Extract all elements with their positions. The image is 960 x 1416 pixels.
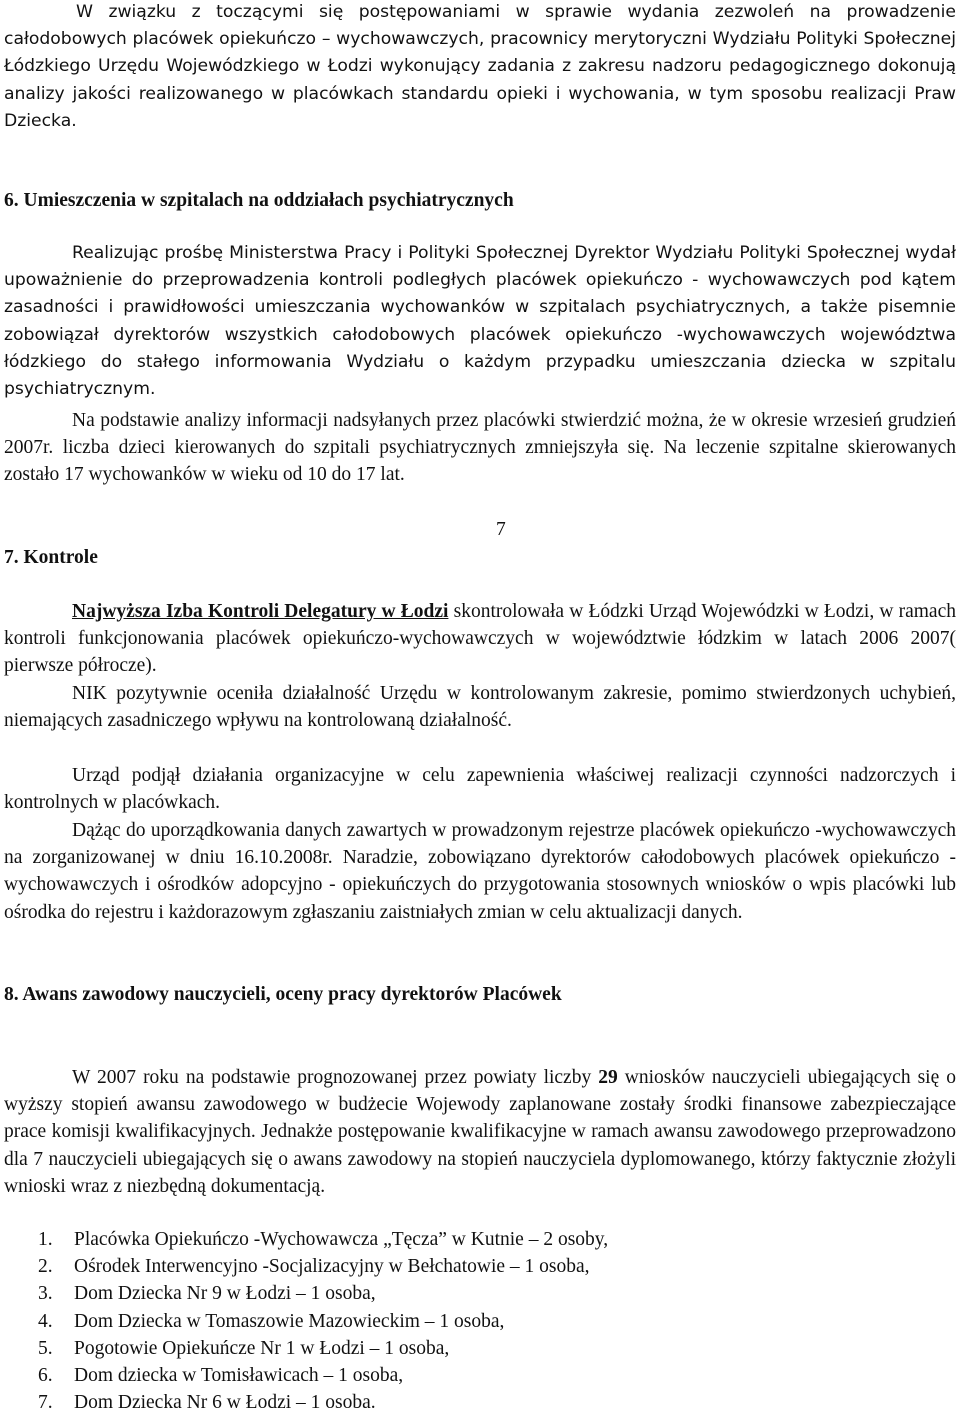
list-item — [4, 1308, 956, 1335]
list-item-text: Placówka Opiekuńczo -Wychowawcza „Tęcza” w Kutnie – 2 osoby, — [74, 1229, 609, 1250]
facility-list — [4, 1226, 956, 1416]
section-7-paragraph-4: Dążąc do uporządkowania danych zawartych w prowadzonym rejestrze placówek opiekuńczo -wychowawczych na zorganizowanej w dniu 16.10.2008r. Naradzie, zobowiązano dyrektorów całodobowych placówek opiekuńczo -wychowawczych i ośrodków adopcyjno - opiekuńczych do przygotowania stosownych wniosków o wpis placówki lub ośrodka do rejestru i każdorazowym zgłaszaniu zaistniałych zmian w celu aktualizacji danych. — [4, 820, 956, 923]
list-item — [4, 1389, 956, 1416]
list-item-text: Dom dziecka w Tomisławicach – 1 osoba, — [74, 1365, 404, 1387]
planned-applications-count: 29 — [598, 1067, 618, 1088]
list-item-text: Ośrodek Interwencyjno -Socjalizacyjny w Bełchatowie – 1 osoba, — [74, 1256, 590, 1278]
list-item-text: Pogotowie Opiekuńcze Nr 1 w Łodzi – 1 osoba, — [74, 1337, 450, 1359]
list-item-number: 7. — [38, 1392, 53, 1414]
section-7-paragraph-1-text: skontrolowała w Łódzki Urząd Wojewódzki w Łodzi, w ramach kontroli funkcjonowania placówek opiekuńczo-wychowawczych w województwie łódzkim w latach 2006 2007( pierwsze półrocze). — [4, 601, 956, 677]
list-item-number: 2. — [38, 1256, 53, 1278]
list-item — [4, 1253, 956, 1280]
section-7-heading: 7. Kontrole — [4, 547, 98, 568]
list-item-number: 1. — [38, 1229, 53, 1250]
list-item-number: 5. — [38, 1337, 53, 1359]
section-8-text-b: wniosków nauczycieli ubiegających się o wyższy stopień awansu zawodowego w budżecie Wojewody zaplanowane zostały środki finansowe zabezpieczające prace komisji kwalifikacyjnych. Jednakże postępowanie kwalifikacyjne w ramach awansu zawodowego przeprowadzono dla 7 nauczycieli ubiegających się o awans zawodowy na stopień nauczyciela dyplomowanego, którzy faktycznie złożyli wnioski wraz z niezbędną dokumentacją. — [4, 1067, 956, 1197]
list-item — [4, 1226, 956, 1253]
list-item — [4, 1362, 956, 1389]
section-6-paragraph-2: Na podstawie analizy informacji nadsyłanych przez placówki stwierdzić można, że w okresie wrzesień grudzień 2007r. liczba dzieci kierowanych do szpitali psychiatrycznych zmniejszyła się. Na leczenie szpitalne skierowanych zostało 17 wychowanków w wieku od 10 do 17 lat. — [4, 410, 956, 486]
page-number: 7 — [496, 519, 506, 540]
intro-text: W związku z toczącymi się postępowaniami w sprawie wydania zezwoleń na prowadzenie całodobowych placówek opiekuńczo – wychowawczych, pracownicy merytoryczni Wydziału Polityki Społecznej Łódzkiego Urzędu Wojewódzkiego w Łodzi wykonujący zadania z zakresu nadzoru pedagogicznego dokonują analizy jakości realizowanego w placówkach standardu opieki i wychowania, w tym sposobu realizacji Praw Dziecka. — [4, 2, 956, 131]
section-7-paragraph-1 — [4, 598, 956, 680]
list-item-text: Dom Dziecka Nr 6 w Łodzi – 1 osoba. — [74, 1392, 376, 1414]
section-8-heading: 8. Awans zawodowy nauczycieli, oceny pracy dyrektorów Placówek — [4, 984, 562, 1005]
list-item-text: Dom Dziecka Nr 9 w Łodzi – 1 osoba, — [74, 1283, 376, 1305]
list-item-number: 6. — [38, 1365, 53, 1387]
list-item-number: 4. — [38, 1310, 53, 1332]
nik-delegation-name: Najwyższa Izba Kontroli Delegatury w Łodzi — [72, 601, 449, 622]
section-7-paragraph-2: NIK pozytywnie oceniła działalność Urzędu w kontrolowanym zakresie, pomimo stwierdzonych uchybień, niemających zasadniczego wpływu na kontrolowaną działalność. — [4, 683, 956, 732]
list-item — [4, 1280, 956, 1307]
list-item-text: Dom Dziecka w Tomaszowie Mazowieckim – 1 osoba, — [74, 1310, 505, 1332]
section-6-paragraph-1: Realizując prośbę Ministerstwa Pracy i Polityki Społecznej Dyrektor Wydziału Polityki Społecznej wydał upoważnienie do przeprowadzenia kontroli podległych placówek opiekuńczo - wychowawczych pod kątem zasadności i prawidłowości umieszczania wychowanków w szpitalach psychiatrycznych, a także pisemnie zobowiązał dyrektorów wszystkich całodobowych placówek opiekuńczo -wychowawczych województwa łódzkiego do stałego informowania Wydziału o każdym przypadku umieszczania dziecka w szpitalu psychiatrycznym. — [4, 243, 956, 400]
section-6-heading: 6. Umieszczenia w szpitalach na oddziałach psychiatrycznych — [4, 190, 514, 211]
intro-paragraph — [4, 0, 956, 135]
section-8-paragraph-1 — [4, 1064, 956, 1200]
section-7-paragraph-3: Urząd podjął działania organizacyjne w celu zapewnienia właściwej realizacji czynności nadzorczych i kontrolnych w placówkach. — [4, 765, 956, 814]
section-8-text-a: W 2007 roku na podstawie prognozowanej przez powiaty liczby — [72, 1067, 599, 1088]
list-item-number: 3. — [38, 1283, 53, 1305]
list-item — [4, 1335, 956, 1362]
